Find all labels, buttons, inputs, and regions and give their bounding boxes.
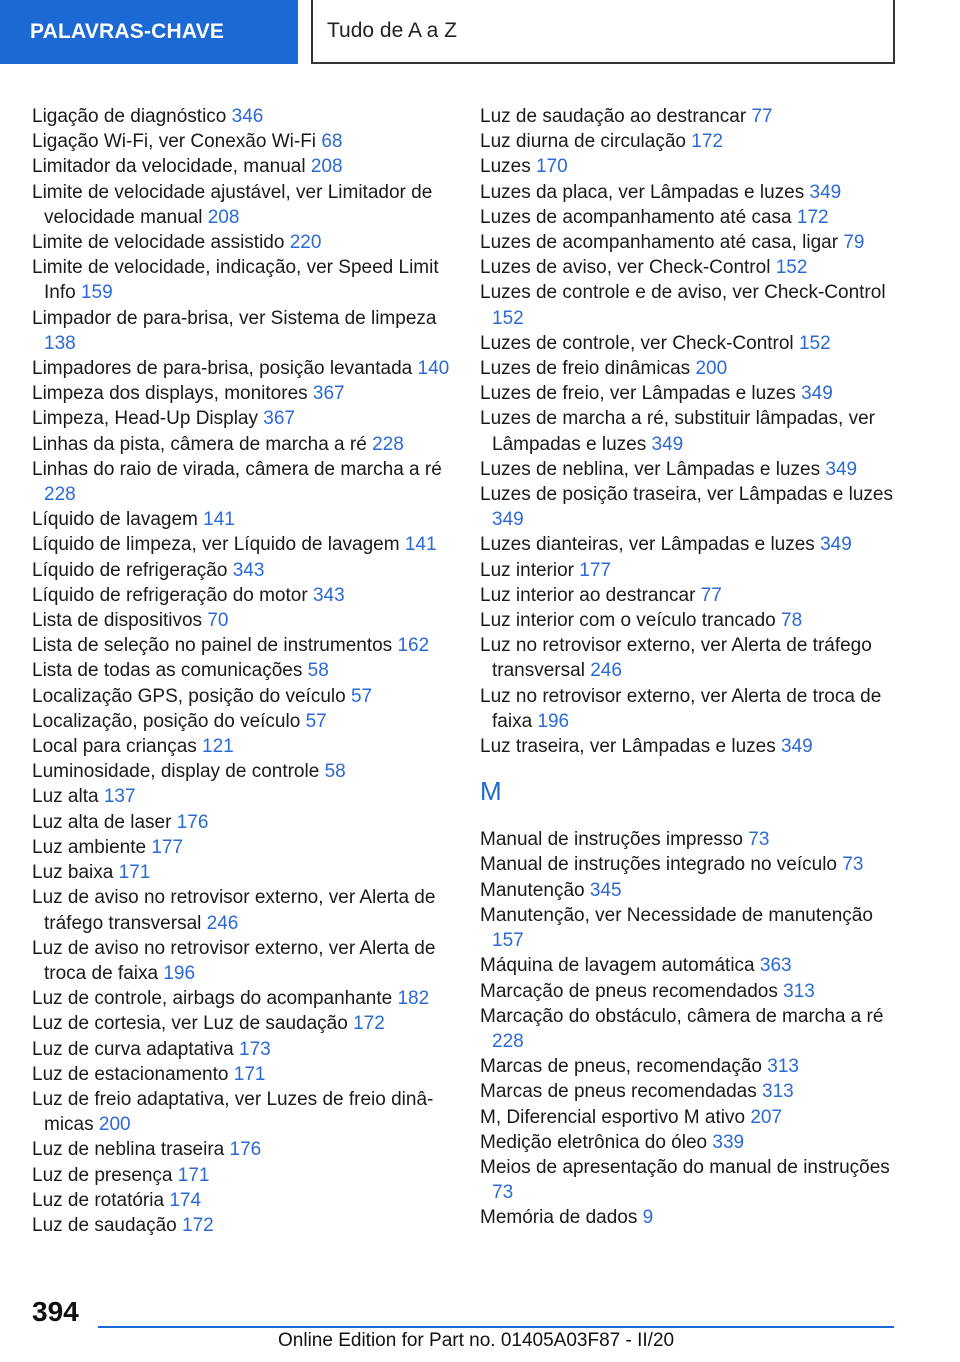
index-entry <box>32 306 452 356</box>
index-entry <box>480 280 900 330</box>
index-entry <box>480 457 900 482</box>
entry-term: Linhas da pista, câmera de marcha a ré <box>32 433 367 455</box>
entry-term: Máquina de lavagem automática <box>480 955 755 977</box>
entry-term: Luz de aviso no retrovisor externo, ver Alerta de troca de faixa <box>32 937 436 984</box>
entry-term: Luzes dianteiras, ver Lâmpadas e luzes <box>480 534 815 556</box>
page-reference-link[interactable]: 171 <box>118 862 151 884</box>
page-reference-link[interactable]: 157 <box>492 930 524 952</box>
page-reference-link[interactable]: 349 <box>809 181 842 203</box>
page-reference-link[interactable]: 77 <box>700 584 722 606</box>
index-entry <box>32 507 452 532</box>
index-entry <box>480 532 900 557</box>
entry-term: Luzes de controle, ver Check-Control <box>480 332 794 354</box>
entry-term: Medição eletrônica do óleo <box>480 1131 708 1153</box>
index-entry <box>480 1205 900 1230</box>
page-reference-link[interactable]: 208 <box>310 156 343 178</box>
entry-term: Localização, posição do veículo <box>32 710 301 732</box>
page-reference-link[interactable]: 73 <box>748 829 770 851</box>
entry-term: Manual de instruções integrado no veículo <box>480 854 838 876</box>
index-entry <box>32 1188 452 1213</box>
entry-term: Limpeza dos displays, monitores <box>32 383 308 405</box>
entry-term: Luzes de controle e de aviso, ver Check-Control <box>480 282 886 304</box>
index-entry <box>480 1105 900 1130</box>
page-reference-link[interactable]: 228 <box>44 484 76 506</box>
entry-term: Limpadores de para-brisa, posição levantada <box>32 358 413 380</box>
entry-term: Lista de dispositivos <box>32 610 203 632</box>
entry-term: Luz de neblina traseira <box>32 1139 225 1161</box>
entry-term: Luzes de posição traseira, ver Lâmpadas e luzes <box>480 484 893 506</box>
page-reference-link[interactable]: 343 <box>312 584 345 606</box>
index-entry <box>32 658 452 683</box>
entry-term: Luz interior ao destrancar <box>480 584 696 606</box>
entry-term: Limite de velocidade, indicação, ver Speed Limit Info <box>32 257 439 304</box>
entry-term: Manual de instruções impresso <box>480 829 743 851</box>
page-reference-link[interactable]: 79 <box>843 232 865 254</box>
page-reference-link[interactable]: 170 <box>535 156 568 178</box>
page-reference-link[interactable]: 141 <box>203 509 235 531</box>
page-reference-link[interactable]: 228 <box>492 1030 524 1052</box>
page-reference-link[interactable]: 363 <box>759 955 792 977</box>
page-reference-link[interactable]: 73 <box>842 854 864 876</box>
entry-term: Luzes de acompanhamento até casa, ligar <box>480 232 839 254</box>
index-entry <box>480 482 900 532</box>
entry-term: Luzes de aviso, ver Check-Control <box>480 257 771 279</box>
entry-term: Luz baixa <box>32 862 114 884</box>
index-entry <box>32 381 452 406</box>
page-reference-link[interactable]: 58 <box>324 761 346 783</box>
index-entry <box>480 406 900 456</box>
index-entry <box>32 1011 452 1036</box>
entry-term: Luzes de freio, ver Lâmpadas e luzes <box>480 383 796 405</box>
index-entry <box>480 255 900 280</box>
index-entry <box>32 810 452 835</box>
index-entry <box>32 734 452 759</box>
entry-term: Luz de estacionamento <box>32 1063 229 1085</box>
index-entry <box>480 583 900 608</box>
page-reference-link[interactable]: 152 <box>492 307 524 329</box>
page-reference-link[interactable]: 177 <box>579 559 611 581</box>
index-group-m <box>480 827 900 1230</box>
entry-term: Luz diurna de circulação <box>480 131 686 153</box>
entry-term: Luzes de freio dinâmicas <box>480 358 691 380</box>
page-reference-link[interactable]: 200 <box>695 358 728 380</box>
entry-term: Luz traseira, ver Lâmpadas e luzes <box>480 736 776 758</box>
entry-term: Luz de controle, airbags do acompanhante <box>32 988 393 1010</box>
page-reference-link[interactable]: 73 <box>492 1182 514 1204</box>
index-entry <box>32 532 452 557</box>
entry-term: Limite de velocidade assistido <box>32 232 285 254</box>
page-reference-link[interactable]: 367 <box>263 408 295 430</box>
letter-heading-m: M <box>480 776 502 807</box>
index-entry <box>480 1054 900 1079</box>
entry-term: Limite de velocidade ajustável, ver Limitador de velocidade manual <box>32 181 433 228</box>
entry-term: Luminosidade, display de controle <box>32 761 320 783</box>
index-entry <box>32 432 452 457</box>
page-reference-link[interactable]: 207 <box>750 1106 783 1128</box>
page-reference-link[interactable]: 349 <box>651 433 684 455</box>
page-reference-link[interactable]: 137 <box>103 786 136 808</box>
entry-term: Meios de apresentação do manual de instruções <box>480 1156 890 1178</box>
index-entry <box>480 1155 900 1205</box>
page-reference-link[interactable]: 171 <box>233 1063 266 1085</box>
section-tab <box>0 0 298 64</box>
entry-term: Luz de saudação <box>32 1214 177 1236</box>
index-entry <box>480 381 900 406</box>
entry-term: Luz no retrovisor externo, ver Alerta de tráfego transversal <box>480 635 872 682</box>
page-reference-link[interactable]: 343 <box>232 559 265 581</box>
entry-term: Ligação de diagnóstico <box>32 106 227 127</box>
entry-term: Luz interior <box>480 559 574 581</box>
index-column-right <box>480 104 900 1231</box>
page-reference-link[interactable]: 367 <box>312 383 345 405</box>
page-reference-link[interactable]: 9 <box>642 1207 654 1229</box>
index-entry <box>480 979 900 1004</box>
page-reference-link[interactable]: 141 <box>404 534 437 556</box>
entry-term: Limitador da velocidade, manual <box>32 156 306 178</box>
entry-term: Líquido de refrigeração do motor <box>32 584 308 606</box>
entry-term: Memória de dados <box>480 1207 638 1229</box>
page-reference-link[interactable]: 58 <box>307 660 329 682</box>
page-reference-link[interactable]: 159 <box>80 282 113 304</box>
entry-term: Luzes de marcha a ré, substituir lâmpadas, ver Lâmpadas e luzes <box>480 408 875 455</box>
page-reference-link[interactable]: 78 <box>781 610 803 632</box>
page-reference-link[interactable]: 173 <box>239 1038 271 1060</box>
entry-term: Luzes <box>480 156 531 178</box>
entry-term: Linhas do raio de virada, câmera de marcha a ré <box>32 458 442 480</box>
page-reference-link[interactable]: 200 <box>98 1114 131 1136</box>
index-entry <box>32 986 452 1011</box>
page-reference-link[interactable]: 57 <box>350 685 373 707</box>
entry-term: Limpeza, Head-Up Display <box>32 408 258 430</box>
entry-term: Lista de seleção no painel de instrumentos <box>32 635 393 657</box>
index-entry <box>480 1079 900 1104</box>
page-reference-link[interactable]: 196 <box>163 962 196 984</box>
section-label: PALAVRAS-CHAVE <box>30 20 225 43</box>
index-entry <box>480 608 900 633</box>
index-entry <box>480 154 900 179</box>
index-entry <box>32 633 452 658</box>
index-entry <box>480 104 900 129</box>
index-entry <box>32 885 452 935</box>
index-entry <box>32 684 452 709</box>
page-reference-link[interactable]: 140 <box>417 358 450 380</box>
page-reference-link[interactable]: 182 <box>397 988 430 1010</box>
page-title: Tudo de A a Z <box>327 19 457 42</box>
entry-term: Luz de cortesia, ver Luz de saudação <box>32 1013 348 1035</box>
page-reference-link[interactable]: 228 <box>372 433 404 455</box>
entry-term: Luz de aviso no retrovisor externo, ver Alerta de tráfego transversal <box>32 887 436 934</box>
index-entry <box>480 180 900 205</box>
page-reference-link[interactable]: 313 <box>762 1081 794 1103</box>
page-reference-link[interactable]: 171 <box>177 1164 210 1186</box>
page-reference-link[interactable]: 172 <box>353 1013 385 1035</box>
page-reference-link[interactable]: 339 <box>712 1131 745 1153</box>
index-entry <box>32 356 452 381</box>
entry-term: Lista de todas as comunicações <box>32 660 303 682</box>
page-reference-link[interactable]: 174 <box>169 1189 202 1211</box>
page-header <box>311 0 895 64</box>
index-entry <box>32 1213 452 1238</box>
index-entry <box>32 104 452 129</box>
page-number: 394 <box>32 1296 79 1327</box>
entry-term: Luz de freio adaptativa, ver Luzes de freio dinâmicas <box>32 1088 434 1136</box>
index-column-left <box>32 104 452 1238</box>
index-entry <box>480 356 900 381</box>
index-entry <box>32 759 452 784</box>
page-reference-link[interactable]: 152 <box>775 257 808 279</box>
index-entry <box>32 583 452 608</box>
entry-term: Marcação do obstáculo, câmera de marcha a ré <box>480 1005 884 1027</box>
page-reference-link[interactable]: 349 <box>825 458 858 480</box>
entry-term: Manutenção, ver Necessidade de manutenção <box>480 904 873 926</box>
entry-term: Líquido de refrigeração <box>32 559 228 581</box>
entry-term: Ligação Wi-Fi, ver Conexão Wi-Fi <box>32 131 317 153</box>
entry-term: Luzes de acompanhamento até casa <box>480 206 792 228</box>
index-entry <box>32 784 452 809</box>
page-reference-link[interactable]: 177 <box>151 836 184 858</box>
index-entry <box>32 457 452 507</box>
page-reference-link[interactable]: 77 <box>751 106 773 127</box>
entry-term: Marcas de pneus, recomendação <box>480 1056 762 1078</box>
index-entry <box>32 1037 452 1062</box>
index-entry <box>32 154 452 179</box>
index-entry <box>480 1130 900 1155</box>
index-entry <box>32 1137 452 1162</box>
entry-term: Luz no retrovisor externo, ver Alerta de troca de faixa <box>480 685 882 732</box>
page-reference-link[interactable]: 172 <box>796 206 829 228</box>
page-reference-link[interactable]: 246 <box>206 912 239 934</box>
index-entry <box>480 1004 900 1054</box>
entry-term: Luz de presença <box>32 1164 173 1186</box>
index-entry <box>480 827 900 852</box>
index-entry <box>32 835 452 860</box>
index-entry <box>32 558 452 583</box>
page-reference-link[interactable]: 346 <box>231 106 264 127</box>
index-entry <box>480 129 900 154</box>
page-reference-link[interactable]: 172 <box>182 1214 214 1236</box>
page-reference-link[interactable]: 176 <box>176 811 209 833</box>
index-entry <box>480 878 900 903</box>
page-reference-link[interactable]: 349 <box>801 383 833 405</box>
index-entry <box>480 205 900 230</box>
entry-term: Luzes da placa, ver Lâmpadas e luzes <box>480 181 805 203</box>
page-reference-link[interactable]: 313 <box>783 980 815 1002</box>
entry-term: Luz de saudação ao destrancar <box>480 106 747 127</box>
index-entry <box>480 684 900 734</box>
page-reference-link[interactable]: 152 <box>798 332 831 354</box>
page-reference-link[interactable]: 57 <box>305 710 327 732</box>
index-entry <box>32 129 452 154</box>
index-entry <box>480 230 900 255</box>
entry-term: M, Diferencial esportivo M ativo <box>480 1106 746 1128</box>
page-reference-link[interactable]: 220 <box>289 232 322 254</box>
entry-term: Luz de rotatória <box>32 1189 165 1211</box>
index-entry <box>480 734 900 759</box>
page-reference-link[interactable]: 121 <box>202 736 234 758</box>
entry-term: Localização GPS, posição do veículo <box>32 685 346 707</box>
entry-term: Limpador de para-brisa, ver Sistema de limpeza <box>32 307 437 329</box>
index-entry <box>32 255 452 305</box>
index-entry <box>32 936 452 986</box>
entry-term: Luz alta <box>32 786 99 808</box>
page-reference-link[interactable]: 345 <box>589 879 622 901</box>
index-entry <box>480 903 900 953</box>
index-entry <box>32 230 452 255</box>
page-reference-link[interactable]: 70 <box>207 610 229 632</box>
page-reference-link[interactable]: 138 <box>44 332 76 354</box>
footer-divider <box>98 1326 894 1328</box>
index-entry <box>32 709 452 734</box>
index-entry <box>32 406 452 431</box>
entry-term: Líquido de limpeza, ver Líquido de lavagem <box>32 534 400 556</box>
index-entry <box>32 1163 452 1188</box>
page-reference-link[interactable]: 196 <box>537 710 570 732</box>
page-reference-link[interactable]: 246 <box>590 660 622 682</box>
page-reference-link[interactable]: 68 <box>321 131 343 153</box>
index-entry <box>480 558 900 583</box>
page-reference-link[interactable]: 176 <box>229 1139 262 1161</box>
entry-term: Luz alta de laser <box>32 811 172 833</box>
index-entry <box>32 608 452 633</box>
entry-term: Líquido de lavagem <box>32 509 198 531</box>
index-group-l <box>480 104 900 759</box>
page-reference-link[interactable]: 349 <box>781 736 813 758</box>
page-reference-link[interactable]: 349 <box>492 509 524 531</box>
entry-term: Luz de curva adaptativa <box>32 1038 234 1060</box>
index-entry <box>480 852 900 877</box>
page-reference-link[interactable]: 208 <box>207 206 240 228</box>
index-entry <box>32 180 452 230</box>
index-entry <box>32 860 452 885</box>
page-reference-link[interactable]: 349 <box>820 534 852 556</box>
page-reference-link[interactable]: 313 <box>767 1056 799 1078</box>
entry-term: Luz ambiente <box>32 836 147 858</box>
index-entry <box>32 1087 452 1137</box>
entry-term: Manutenção <box>480 879 585 901</box>
entry-term: Marcação de pneus recomendados <box>480 980 778 1002</box>
index-entry <box>32 1062 452 1087</box>
entry-term: Local para crianças <box>32 736 197 758</box>
edition-text: Online Edition for Part no. 01405A03F87 - II/20 <box>278 1330 675 1351</box>
entry-term: Luzes de neblina, ver Lâmpadas e luzes <box>480 458 821 480</box>
page-reference-link[interactable]: 162 <box>397 635 430 657</box>
index-entry <box>480 953 900 978</box>
index-entry <box>480 633 900 683</box>
index-entry <box>480 331 900 356</box>
entry-term: Luz interior com o veículo trancado <box>480 610 776 632</box>
entry-term: Marcas de pneus recomendadas <box>480 1081 757 1103</box>
page-reference-link[interactable]: 172 <box>691 131 723 153</box>
